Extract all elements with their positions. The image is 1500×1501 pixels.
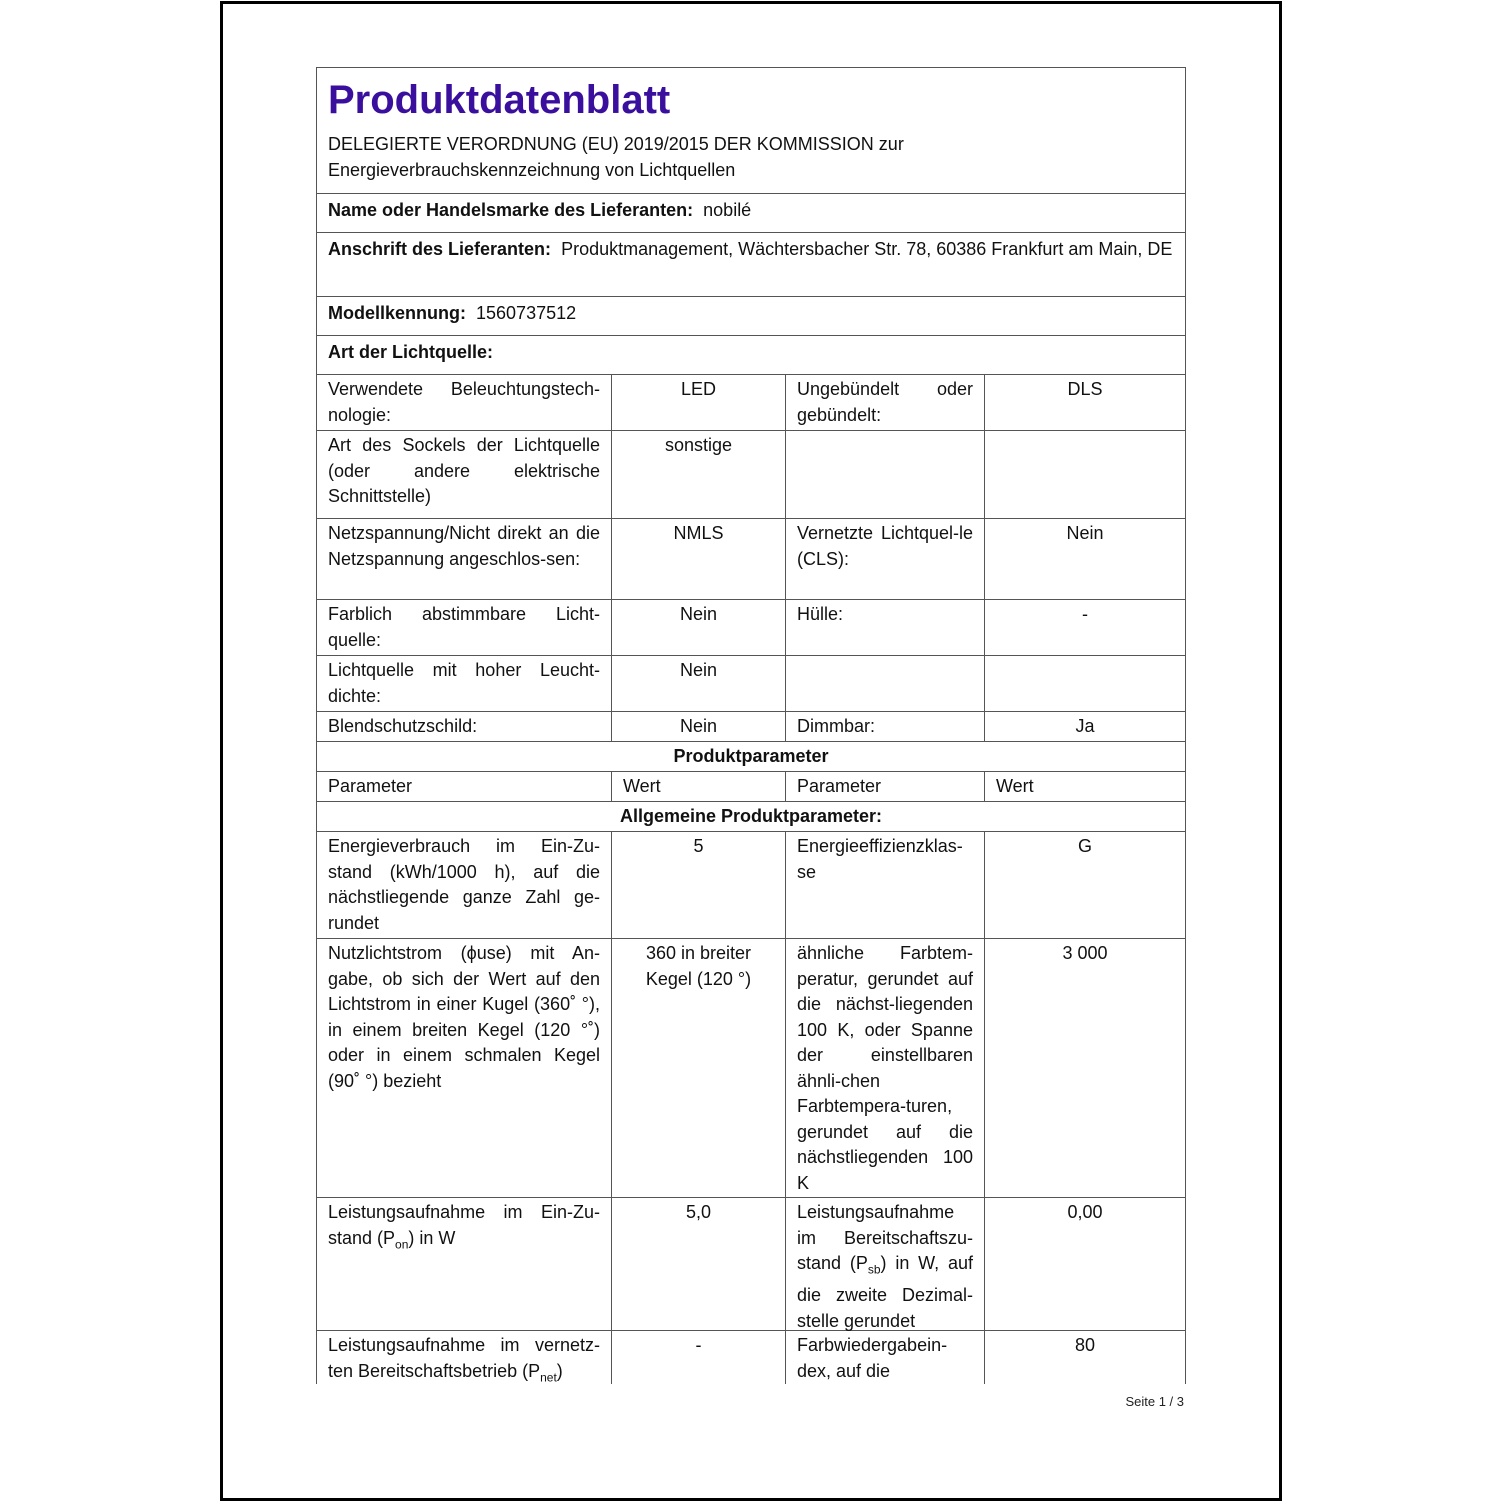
column-header-parameter: Parameter <box>317 772 612 801</box>
model-row <box>317 297 1185 336</box>
table-row <box>317 375 1185 431</box>
value-cell: 5,0 <box>612 1198 786 1330</box>
page-title: Produktdatenblatt <box>328 78 671 122</box>
value-cell: 5 <box>612 832 786 938</box>
param-cell: Lichtquelle mit hoher Leucht-dichte: <box>317 656 612 711</box>
value-cell: 3 000 <box>1062 943 1108 963</box>
value-cell: 0,00 <box>1067 1202 1103 1222</box>
table-row <box>317 832 1185 939</box>
value-cell: - <box>1082 604 1088 624</box>
supplier-value: nobilé <box>703 200 752 220</box>
table-row <box>317 939 1185 1198</box>
value-cell <box>985 431 1185 518</box>
table-row <box>317 600 1185 656</box>
param-cell: Netzspannung/Nicht direkt an die Netzspannung angeschlos-sen: <box>317 519 612 599</box>
param-cell: Farbwiedergabein-dex, auf die <box>786 1331 985 1384</box>
value-cell: G <box>1077 836 1092 856</box>
param-cell: Leistungsaufnahme im vernetz-ten Bereitschaftsbetrieb $(P_{net})$ <box>317 1331 612 1384</box>
page-number: Seite 1 / 3 <box>1125 1394 1184 1409</box>
value-cell <box>985 656 1185 711</box>
table-row <box>317 519 1185 600</box>
address-label: Anschrift des Lieferanten: <box>328 239 552 259</box>
param-cell <box>786 431 985 518</box>
column-header-row <box>317 772 1185 802</box>
param-cell: Leistungsaufnahme im Ein-Zu-stand $(P_{on})$ in W <box>317 1198 612 1330</box>
light-source-type-label: Art der Lichtquelle: <box>328 342 494 362</box>
value-cell: 360 in breiter Kegel (120 °) <box>612 939 786 1197</box>
param-cell: Energieeffizienzklas-se <box>786 832 985 938</box>
address-value: Produktmanagement, Wächtersbacher Str. 78, 60386 Frankfurt am Main, DE <box>561 239 1173 259</box>
light-source-type-row <box>317 336 1185 375</box>
param-cell: Dimmbar: <box>786 712 985 741</box>
column-header-value: Wert <box>996 776 1034 796</box>
value-cell: Nein <box>612 712 786 741</box>
param-cell: Leistungsaufnahme im Bereitschaftszu-stand $(P_{sb})$ in W, auf die zweite Dezimal-stelle gerundet <box>786 1198 985 1330</box>
param-cell <box>786 656 985 711</box>
column-header-parameter: Parameter <box>786 772 985 801</box>
param-cell: Blendschutzschild: <box>317 712 612 741</box>
regulation-line-1: DELEGIERTE VERORDNUNG (EU) 2019/2015 DER KOMMISSION zur <box>328 134 904 154</box>
value-cell: DLS <box>1067 379 1103 399</box>
value-cell: sonstige <box>612 431 786 518</box>
param-cell: Vernetzte Lichtquel-le (CLS): <box>786 519 985 599</box>
param-cell: Ungebündelt oder gebündelt: <box>786 375 985 430</box>
param-cell: Hülle: <box>786 600 985 655</box>
regulation-line-2: Energieverbrauchskennzeichnung von Lichtquellen <box>328 159 736 180</box>
section-header-row <box>317 802 1185 832</box>
value-cell: LED <box>612 375 786 430</box>
section-header-row <box>317 742 1185 772</box>
table-row <box>317 1198 1185 1331</box>
value-cell: NMLS <box>612 519 786 599</box>
value-cell: 80 <box>1074 1335 1096 1355</box>
table-row <box>317 712 1185 742</box>
section-title-general-parameters: Allgemeine Produktparameter: <box>619 806 883 826</box>
table-row <box>317 1331 1185 1384</box>
header-block <box>317 68 1185 194</box>
table-row <box>317 431 1185 519</box>
table-row <box>317 656 1185 712</box>
param-cell: ähnliche Farbtem-peratur, gerundet auf die nächst-liegenden 100 K, oder Spanne der einstellbaren ähnli-chen Farbtempera-turen, gerundet auf die nächstliegenden 100 K <box>786 939 985 1197</box>
product-data-sheet <box>316 67 1186 1384</box>
value-cell: Nein <box>1066 523 1104 543</box>
supplier-row <box>317 194 1185 233</box>
param-cell: Nutzlichtstrom (ϕuse) mit An-gabe, ob sich der Wert auf den Lichtstrom in einer Kugel (360˚ °), in einem breiten Kegel (120 °˚) oder in einem schmalen Kegel (90˚ °) bezieht <box>317 939 612 1197</box>
model-label: Modellkennung: <box>328 303 466 323</box>
value-cell: Nein <box>612 656 786 711</box>
value-cell: Ja <box>1075 716 1095 736</box>
param-cell: Farblich abstimmbare Licht-quelle: <box>317 600 612 655</box>
value-cell: Nein <box>612 600 786 655</box>
model-value: 1560737512 <box>476 303 577 323</box>
value-cell: - <box>612 1331 786 1384</box>
param-cell: Energieverbrauch im Ein-Zu-stand (kWh/1000 h), auf die nächstliegende ganze Zahl ge-rundet <box>317 832 612 938</box>
section-title-product-parameters: Produktparameter <box>673 746 829 766</box>
column-header-value: Wert <box>612 772 786 801</box>
param-cell: Art des Sockels der Lichtquelle (oder andere elektrische Schnittstelle) <box>317 431 612 518</box>
supplier-label: Name oder Handelsmarke des Lieferanten: <box>328 200 694 220</box>
address-row <box>317 233 1185 297</box>
param-cell: Verwendete Beleuchtungstech-nologie: <box>317 375 612 430</box>
